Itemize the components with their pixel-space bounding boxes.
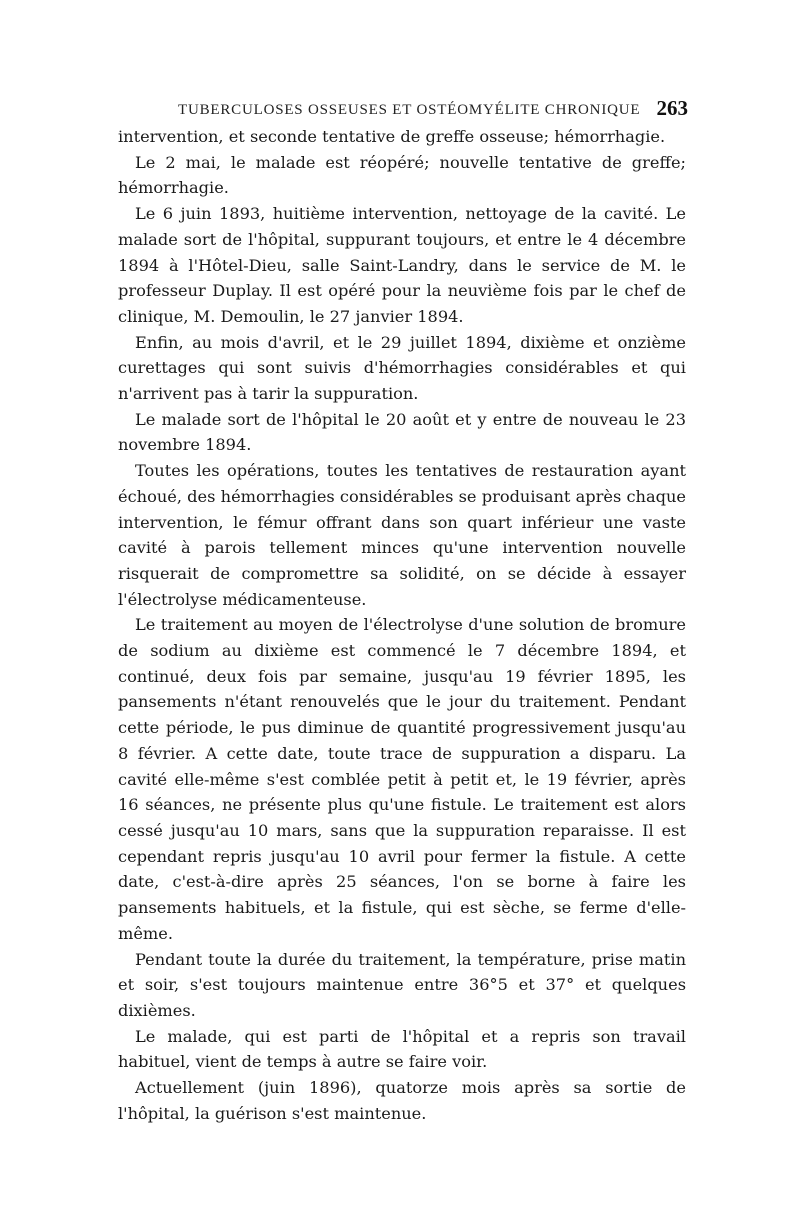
paragraph: Le 6 juin 1893, huitième intervention, nettoyage de la cavité. Le malade sort de l'hôpital, suppurant toujours, et entre le 4 décembre 1894 à l'Hôtel-Dieu, salle Saint-Landry, dans le service de M. le professeur Duplay. Il est opéré pour la neuvième fois par le chef de clinique, M. Demoulin, le 27 janvier 1894. [118,204,686,326]
paragraph: Le 2 mai, le malade est réopéré; nouvelle tentative de greffe; hémorrhagie. [118,152,686,198]
paragraph: Le malade sort de l'hôpital le 20 août et y entre de nouveau le 23 novembre 1894. [118,409,686,455]
paragraph: Actuellement (juin 1896), quatorze mois après sa sortie de l'hôpital, la guérison s'est maintenue. [118,1078,686,1123]
paragraph: intervention, et seconde tentative de greffe osseuse; hémorrhagie. [118,127,666,146]
page-header [118,96,688,126]
page-number: 263 [656,96,688,120]
paragraph: Le malade, qui est parti de l'hôpital et a repris son travail habituel, vient de temps à autre se faire voir. [118,1026,686,1072]
paragraph: Toutes les opérations, toutes les tentatives de restauration ayant échoué, des hémorrhagies considérables se produisant après chaque intervention, le fémur offrant dans son quart inférieur une vaste cavité à parois tellement minces qu'une intervention nouvelle risquerait de compromettre sa solidité, on se décide à essayer l'électrolyse médicamenteuse. [118,461,686,609]
running-title: TUBERCULOSES OSSEUSES ET OSTÉOMYÉLITE CHRONIQUE [178,102,641,118]
paragraph: Le traitement au moyen de l'électrolyse d'une solution de bromure de sodium au dixième est commencé le 7 décembre 1894, et continué, deux fois par semaine, jusqu'au 19 février 1895, les pansements n'étant renouvelés que le jour du traitement. Pendant cette période, le pus diminue de quantité progressivement jusqu'au 8 février. A cette date, toute trace de suppuration a disparu. La cavité elle-même s'est comblée petit à petit et, le 19 février, après 16 séances, ne présente plus qu'une fistule. Le traitement est alors cessé jusqu'au 10 mars, sans que la suppuration reparaisse. Il est cependant repris jusqu'au 10 avril pour fermer la fistule. A cette date, c'est-à-dire après 25 séances, l'on se borne à faire les pansements habituels, et la fistule, qui est sèche, se ferme d'elle-même. [118,615,686,943]
body-text [118,124,686,1126]
paragraph: Pendant toute la durée du traitement, la température, prise matin et soir, s'est toujours maintenue entre 36°5 et 37° et quelques dixièmes. [118,949,686,1020]
paragraph: Enfin, au mois d'avril, et le 29 juillet 1894, dixième et onzième curettages qui sont suivis d'hémorrhagies considérables et qui n'arrivent pas à tarir la suppuration. [118,332,686,404]
